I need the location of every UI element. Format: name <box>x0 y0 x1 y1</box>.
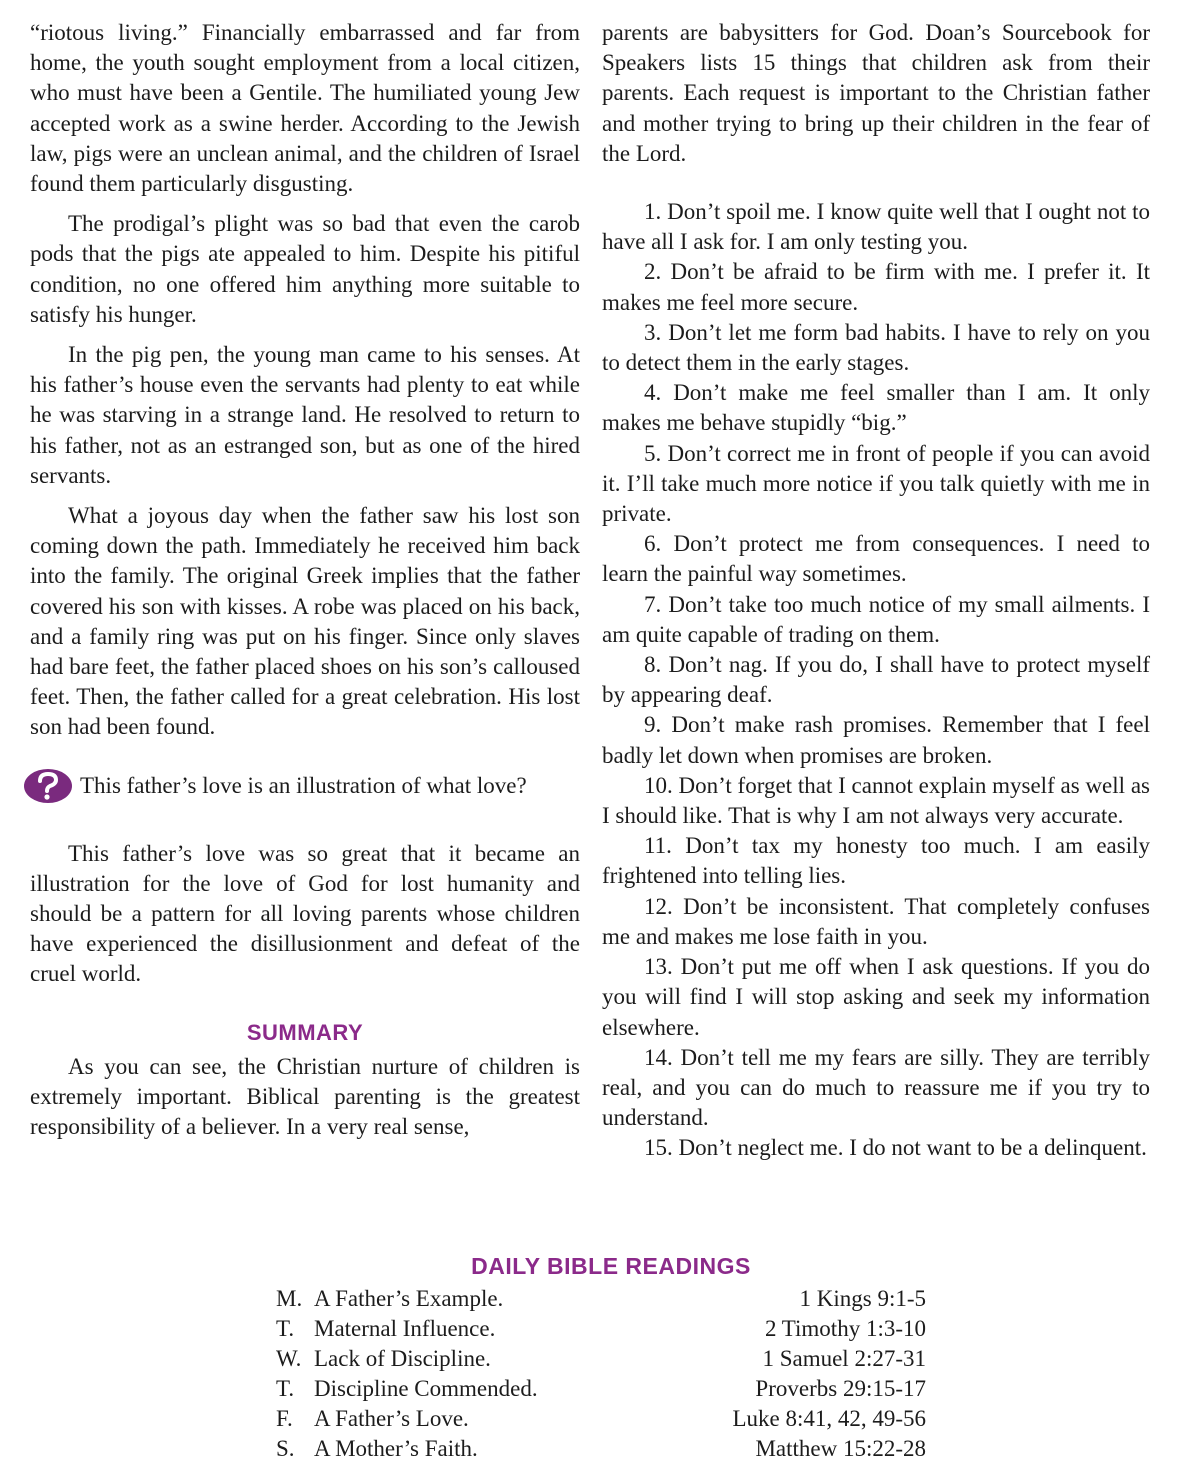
reading-row <box>276 1434 926 1464</box>
reading-day: F. <box>276 1406 293 1431</box>
paragraph-riotous-living: “riotous living.” Financially embarrassed and far from home, the youth sought employment from a local citizen, who must have been a Gentile. The humiliated young Jew accepted work as a swine herder. According to the Jewish law, pigs were an unclean animal, and the children of Israel found them particularly disgusting. <box>30 20 580 197</box>
reading-title: A Father’s Example. <box>314 1286 504 1311</box>
paragraph-pig-pen: In the pig pen, the young man came to his senses. At his father’s house even the servants had plenty to eat while he was starving in a strange land. He resolved to return to his father, not as an estranged son, but as one of the hired servants. <box>30 342 580 488</box>
reading-row <box>276 1404 926 1434</box>
list-item: 1. Don’t spoil me. I know quite well that I ought not to have all I ask for. I am only testing you. <box>602 199 1150 255</box>
list-item: 13. Don’t put me off when I ask questions. If you do you will find I will stop asking and seek my information elsewhere. <box>602 954 1150 1040</box>
paragraph-summary: As you can see, the Christian nurture of children is extremely important. Biblical parenting is the greatest responsibility of a believer. In a very real sense, <box>30 1053 580 1140</box>
list-item: 8. Don’t nag. If you do, I shall have to protect myself by appearing deaf. <box>602 652 1150 708</box>
list-item: 14. Don’t tell me my fears are silly. They are terribly real, and you can do much to reassure me if you try to understand. <box>602 1044 1150 1131</box>
reading-day: W. <box>276 1346 302 1371</box>
reading-day: S. <box>276 1436 295 1461</box>
reading-row <box>276 1374 926 1404</box>
reading-title: Lack of Discipline. <box>314 1346 491 1371</box>
list-item: 11. Don’t tax my honesty too much. I am easily frightened into telling lies. <box>602 833 1150 889</box>
reading-title: A Father’s Love. <box>314 1406 469 1431</box>
reading-reference: 1 Samuel 2:27-31 <box>762 1346 926 1371</box>
paragraph-answer: This father’s love was so great that it became an illustration for the love of God for lost humanity and should be a pattern for all loving parents whose children have experienced the disillusionment and defeat of the cruel world. <box>30 840 580 987</box>
discussion-question <box>22 767 580 805</box>
list-item: 15. Don’t neglect me. I do not want to be a delinquent. <box>644 1135 1147 1161</box>
list-item: 2. Don’t be afraid to be firm with me. I prefer it. It makes me feel more secure. <box>602 259 1150 315</box>
reading-day: T. <box>276 1376 295 1401</box>
reading-reference: 2 Timothy 1:3-10 <box>764 1316 926 1341</box>
reading-day: M. <box>276 1286 303 1311</box>
daily-bible-readings <box>276 1253 926 1464</box>
paragraph-prodigal-plight: The prodigal’s plight was so bad that even the carob pods that the pigs ate appealed to him. Despite his pitiful condition, no one offered him anything more suitable to satisfy his hunger. <box>30 211 580 327</box>
reading-title: Maternal Influence. <box>314 1316 496 1341</box>
list-item: 3. Don’t let me form bad habits. I have to rely on you to detect them in the early stages. <box>602 319 1150 376</box>
question-mark-icon <box>22 767 74 805</box>
reading-row <box>276 1284 926 1314</box>
summary-heading: SUMMARY <box>246 1019 364 1045</box>
readings-heading: DAILY BIBLE READINGS <box>471 1253 751 1279</box>
list-item: 12. Don’t be inconsistent. That completely confuses me and makes me lose faith in you. <box>602 893 1150 949</box>
list-item: 4. Don’t make me feel smaller than I am. It only makes me behave stupidly “big.” <box>602 380 1150 436</box>
list-item: 6. Don’t protect me from consequences. I need to learn the painful way sometimes. <box>602 531 1150 587</box>
paragraph-joyous-day: What a joyous day when the father saw his lost son coming down the path. Immediately he received him back into the family. The original Greek implies that the father covered his son with kisses. A robe was placed on his back, and a family ring was put on his finger. Since only slaves had bare feet, the father placed shoes on his son’s calloused feet. Then, the father called for a great celebration. His lost son had been found. <box>30 503 580 740</box>
list-item: 9. Don’t make rash promises. Remember that I feel badly let down when promises are broken. <box>602 712 1150 768</box>
left-column <box>30 18 580 1153</box>
reading-reference: Proverbs 29:15-17 <box>755 1376 926 1401</box>
reading-title: Discipline Commended. <box>314 1376 538 1401</box>
reading-reference: Luke 8:41, 42, 49-56 <box>732 1406 926 1431</box>
right-column <box>602 18 1150 1164</box>
reading-title: A Mother’s Faith. <box>314 1436 478 1461</box>
reading-row <box>276 1344 926 1374</box>
reading-day: T. <box>276 1316 295 1341</box>
list-item: 7. Don’t take too much notice of my small ailments. I am quite capable of trading on them. <box>602 591 1150 647</box>
paragraph-babysitters: parents are babysitters for God. Doan’s Sourcebook for Speakers lists 15 things that children ask from their parents. Each request is important to the Christian father and mother trying to bring up their children in the fear of the Lord. <box>602 20 1150 166</box>
question-text: This father’s love is an illustration of what love? <box>80 772 527 798</box>
reading-reference: 1 Kings 9:1-5 <box>799 1286 926 1311</box>
reading-reference: Matthew 15:22-28 <box>755 1436 926 1461</box>
list-item: 5. Don’t correct me in front of people if you can avoid it. I’ll take much more notice if you talk quietly with me in private. <box>602 440 1150 527</box>
list-item: 10. Don’t forget that I cannot explain myself as well as I should like. That is why I am not always very accurate. <box>602 772 1150 829</box>
reading-row <box>276 1314 926 1344</box>
